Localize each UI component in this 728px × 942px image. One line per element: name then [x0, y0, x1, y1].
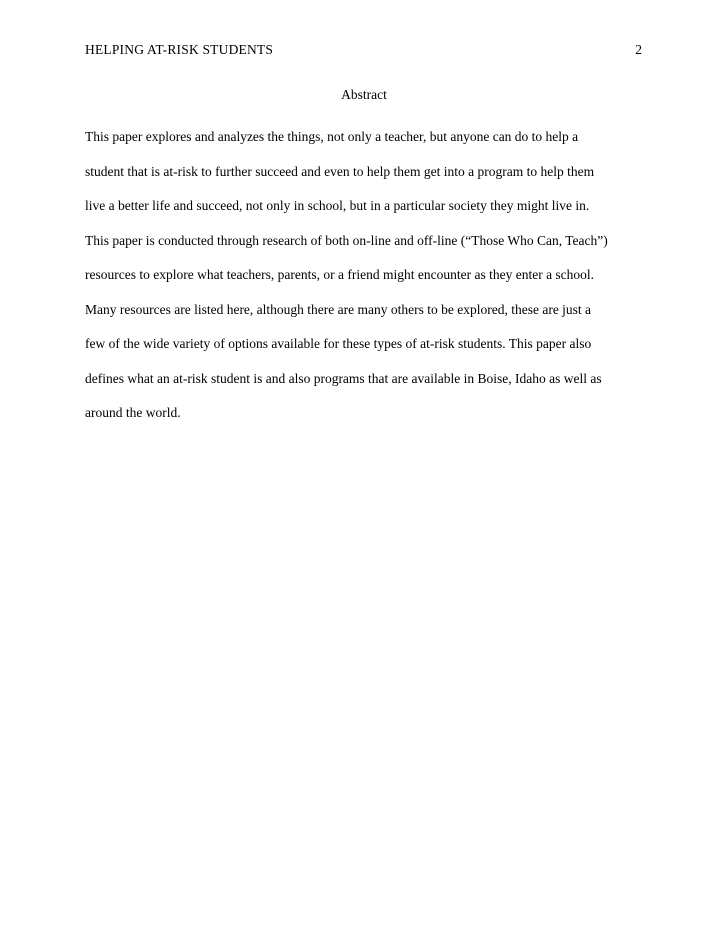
abstract-line: few of the wide variety of options available for these types of at-risk students. This paper also: [85, 336, 592, 351]
running-head: HELPING AT-RISK STUDENTS: [85, 42, 274, 57]
abstract-line: This paper explores and analyzes the things, not only a teacher, but anyone can do to help a: [85, 129, 579, 144]
page-number: 2: [635, 42, 642, 57]
abstract-line: Many resources are listed here, although there are many others to be explored, these are just a: [85, 301, 592, 317]
abstract-line: live a better life and succeed, not only in school, but in a particular society they might live in.: [85, 198, 590, 213]
abstract-title: Abstract: [341, 87, 387, 102]
abstract-body: [85, 120, 655, 431]
abstract-line: defines what an at-risk student is and also programs that are available in Boise, Idaho as well as: [85, 370, 602, 386]
abstract-line: student that is at-risk to further succeed and even to help them get into a program to help them: [85, 163, 595, 179]
abstract-line: around the world.: [85, 405, 181, 420]
abstract-line: resources to explore what teachers, parents, or a friend might encounter as they enter a school.: [85, 267, 595, 282]
abstract-line: This paper is conducted through research of both on-line and off-line (“Those Who Can, Teach”): [85, 232, 608, 248]
